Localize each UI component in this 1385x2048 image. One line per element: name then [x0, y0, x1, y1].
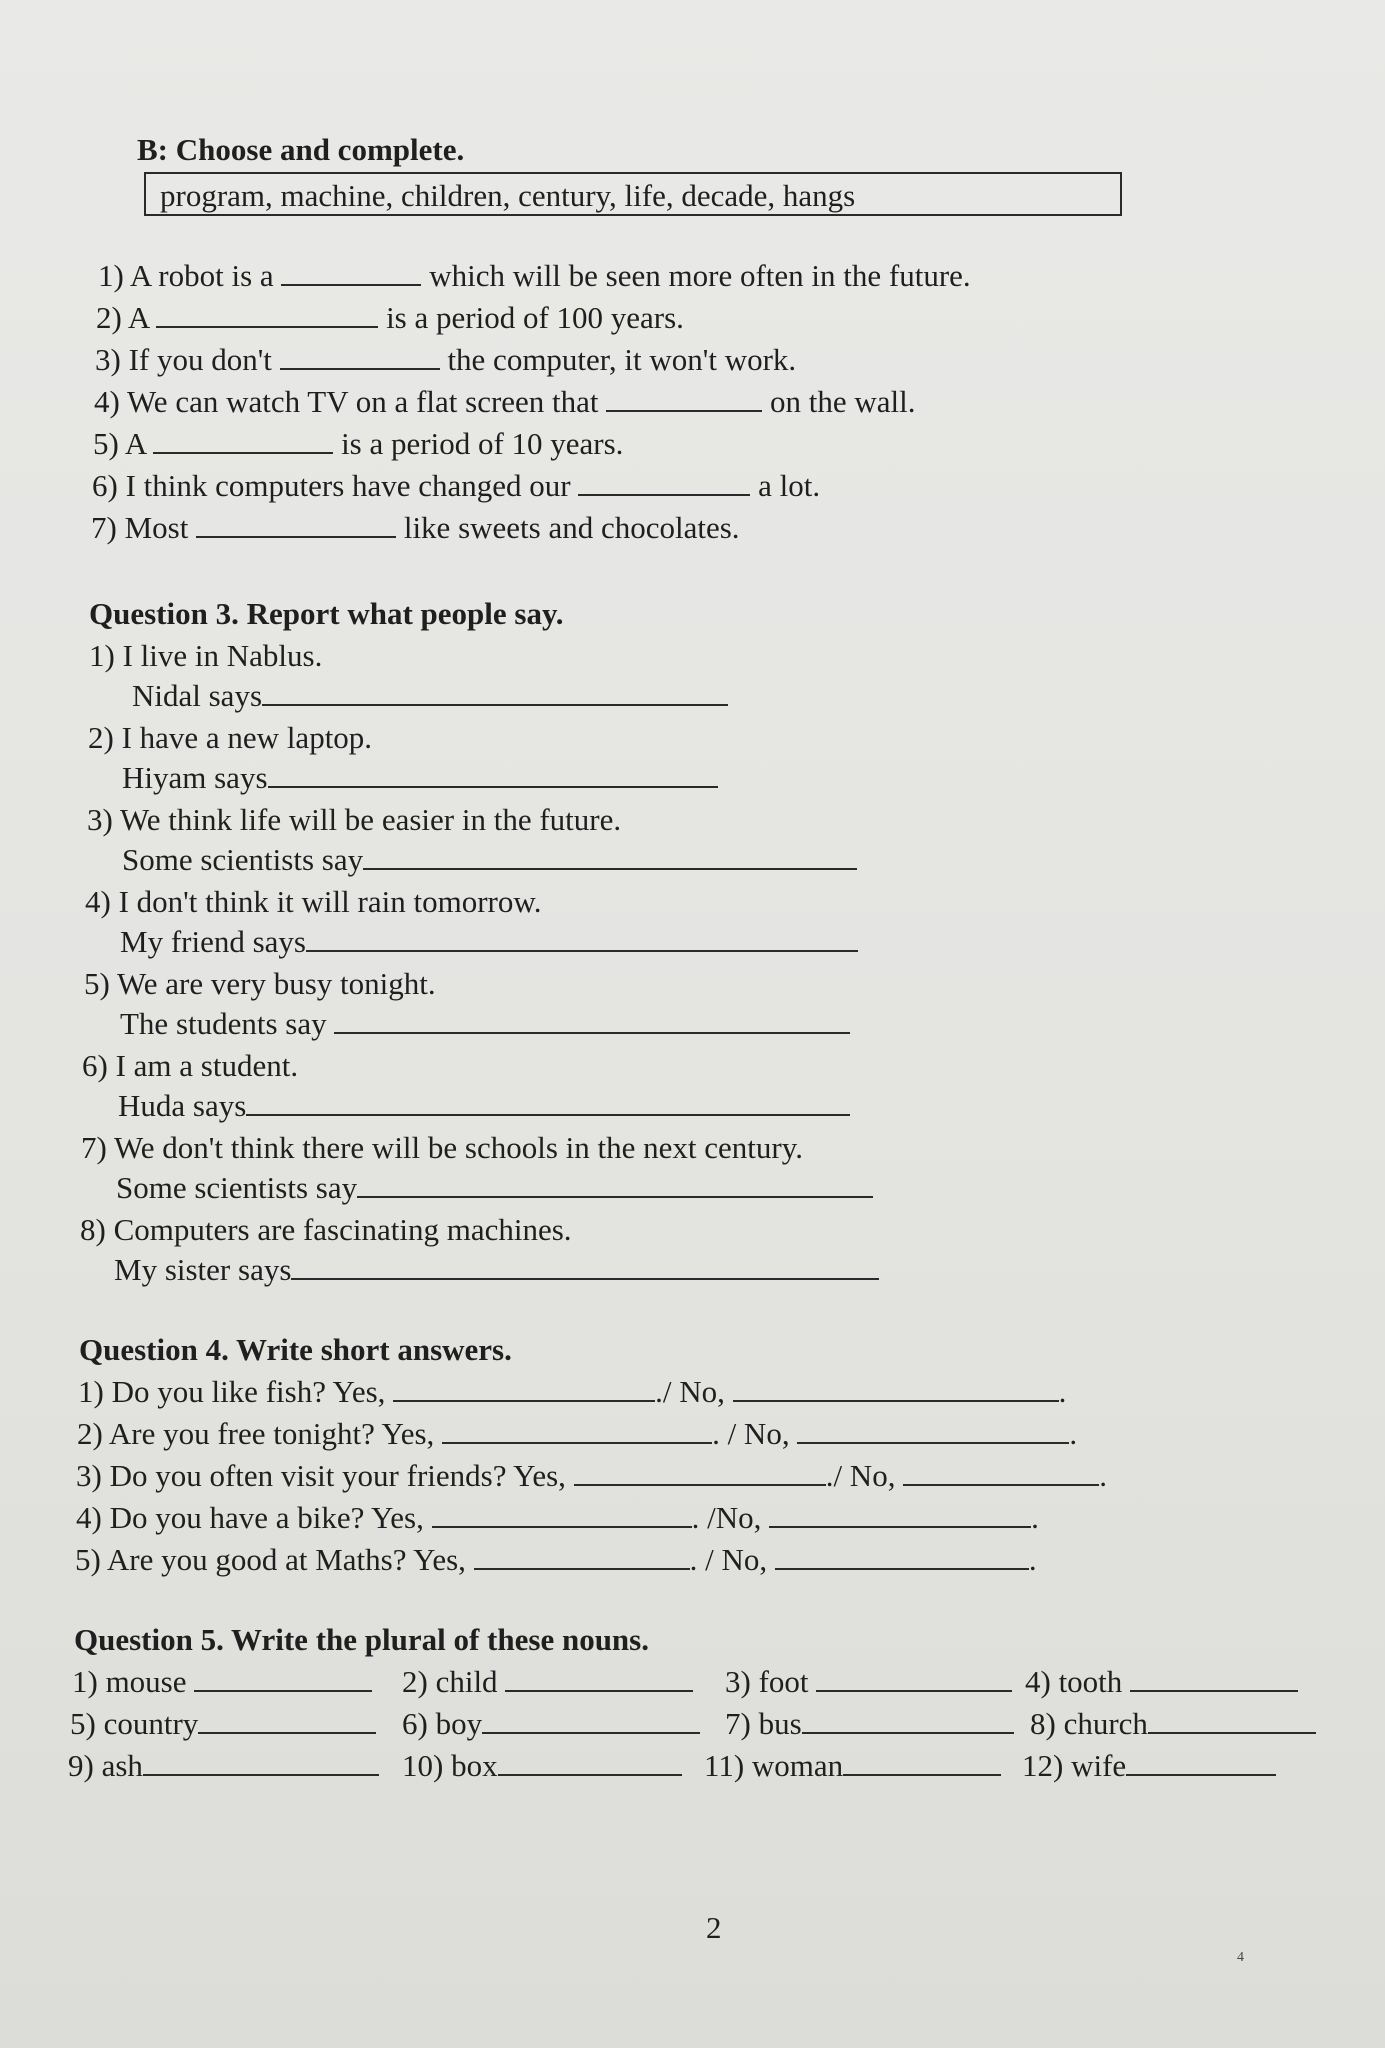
answer-blank-yes[interactable]: [574, 1483, 826, 1486]
answer-blank-yes[interactable]: [432, 1525, 692, 1528]
q5-title: Question 5. Write the plural of these nouns.: [74, 1622, 649, 1657]
partB-item-2: 2) A is a period of 100 years.: [96, 300, 684, 335]
q3-prompt-8: My sister says: [114, 1252, 879, 1288]
answer-blank[interactable]: [280, 367, 440, 370]
q3-sentence-1: 1) I live in Nablus.: [89, 638, 323, 673]
answer-blank[interactable]: [1126, 1773, 1276, 1776]
q3-sentence-4: 4) I don't think it will rain tomorrow.: [85, 884, 542, 919]
answer-blank[interactable]: [357, 1195, 873, 1198]
partB-item-7: 7) Most like sweets and chocolates.: [91, 510, 740, 545]
partB-item-1: 1) A robot is a which will be seen more often in the future.: [98, 258, 971, 293]
answer-blank-no[interactable]: [769, 1525, 1031, 1528]
answer-blank[interactable]: [1130, 1689, 1298, 1692]
partB-item-6: 6) I think computers have changed our a lot.: [92, 468, 821, 503]
answer-blank[interactable]: [606, 409, 762, 412]
answer-blank[interactable]: [156, 325, 378, 328]
q4-title: Question 4. Write short answers.: [79, 1332, 512, 1367]
q3-title: Question 3. Report what people say.: [89, 596, 564, 631]
word-bank: [144, 172, 1122, 216]
answer-blank[interactable]: [262, 703, 728, 706]
q3-prompt-6: Huda says: [118, 1088, 850, 1124]
q5-row-3: 9) ash 10) box 11) woman 12) wife: [68, 1748, 1276, 1784]
partB-item-3: 3) If you don't the computer, it won't work.: [95, 342, 797, 377]
q4-item-2: 2) Are you free tonight? Yes, . / No, .: [77, 1416, 1078, 1451]
partB-title: B: Choose and complete.: [137, 132, 465, 167]
answer-blank[interactable]: [291, 1277, 879, 1280]
answer-blank[interactable]: [334, 1031, 850, 1034]
q5-row-1: 1) mouse 2) child 3) foot 4) tooth: [72, 1664, 1298, 1700]
answer-blank[interactable]: [363, 867, 857, 870]
answer-blank[interactable]: [505, 1689, 693, 1692]
answer-blank[interactable]: [802, 1731, 1014, 1734]
q4-item-3: 3) Do you often visit your friends? Yes, ./ No, .: [76, 1458, 1107, 1493]
answer-blank[interactable]: [498, 1773, 682, 1776]
q3-prompt-3: Some scientists say: [122, 842, 857, 878]
answer-blank-yes[interactable]: [442, 1441, 712, 1444]
answer-blank-no[interactable]: [733, 1399, 1059, 1402]
q3-prompt-1: Nidal says: [132, 678, 728, 714]
q3-sentence-3: 3) We think life will be easier in the future.: [87, 802, 622, 837]
q3-sentence-7: 7) We don't think there will be schools in the next century.: [81, 1130, 803, 1165]
answer-blank[interactable]: [578, 493, 750, 496]
answer-blank-yes[interactable]: [474, 1567, 690, 1570]
q3-sentence-6: 6) I am a student.: [82, 1048, 299, 1083]
q3-prompt-4: My friend says: [120, 924, 858, 960]
answer-blank[interactable]: [306, 949, 858, 952]
answer-blank[interactable]: [268, 785, 718, 788]
q4-item-5: 5) Are you good at Maths? Yes, . / No, .: [75, 1542, 1037, 1577]
answer-blank[interactable]: [153, 451, 333, 454]
corner-mark: 4: [1237, 1950, 1244, 1965]
q3-prompt-2: Hiyam says: [122, 760, 718, 796]
answer-blank[interactable]: [281, 283, 421, 286]
q5-row-2: 5) country 6) boy 7) bus 8) church: [70, 1706, 1316, 1742]
word-bank-words: program, machine, children, century, life, decade, hangs: [160, 178, 856, 213]
answer-blank[interactable]: [143, 1773, 379, 1776]
q3-prompt-7: Some scientists say: [116, 1170, 873, 1206]
answer-blank-no[interactable]: [775, 1567, 1029, 1570]
q3-sentence-5: 5) We are very busy tonight.: [84, 966, 436, 1001]
answer-blank[interactable]: [816, 1689, 1012, 1692]
answer-blank-no[interactable]: [797, 1441, 1069, 1444]
q3-prompt-5: The students say: [120, 1006, 850, 1042]
q4-item-4: 4) Do you have a bike? Yes, . /No, .: [76, 1500, 1039, 1535]
answer-blank[interactable]: [194, 1689, 372, 1692]
answer-blank[interactable]: [198, 1731, 376, 1734]
answer-blank[interactable]: [843, 1773, 1001, 1776]
q3-sentence-8: 8) Computers are fascinating machines.: [80, 1212, 572, 1247]
answer-blank-no[interactable]: [903, 1483, 1099, 1486]
partB-item-5: 5) A is a period of 10 years.: [93, 426, 624, 461]
q4-item-1: 1) Do you like fish? Yes, ./ No, .: [78, 1374, 1067, 1409]
partB-item-4: 4) We can watch TV on a flat screen that on the wall.: [94, 384, 916, 419]
answer-blank-yes[interactable]: [393, 1399, 655, 1402]
page-number: 2: [706, 1910, 722, 1945]
answer-blank[interactable]: [1148, 1731, 1316, 1734]
answer-blank[interactable]: [246, 1113, 850, 1116]
answer-blank[interactable]: [196, 535, 396, 538]
answer-blank[interactable]: [482, 1731, 700, 1734]
q3-sentence-2: 2) I have a new laptop.: [88, 720, 373, 755]
